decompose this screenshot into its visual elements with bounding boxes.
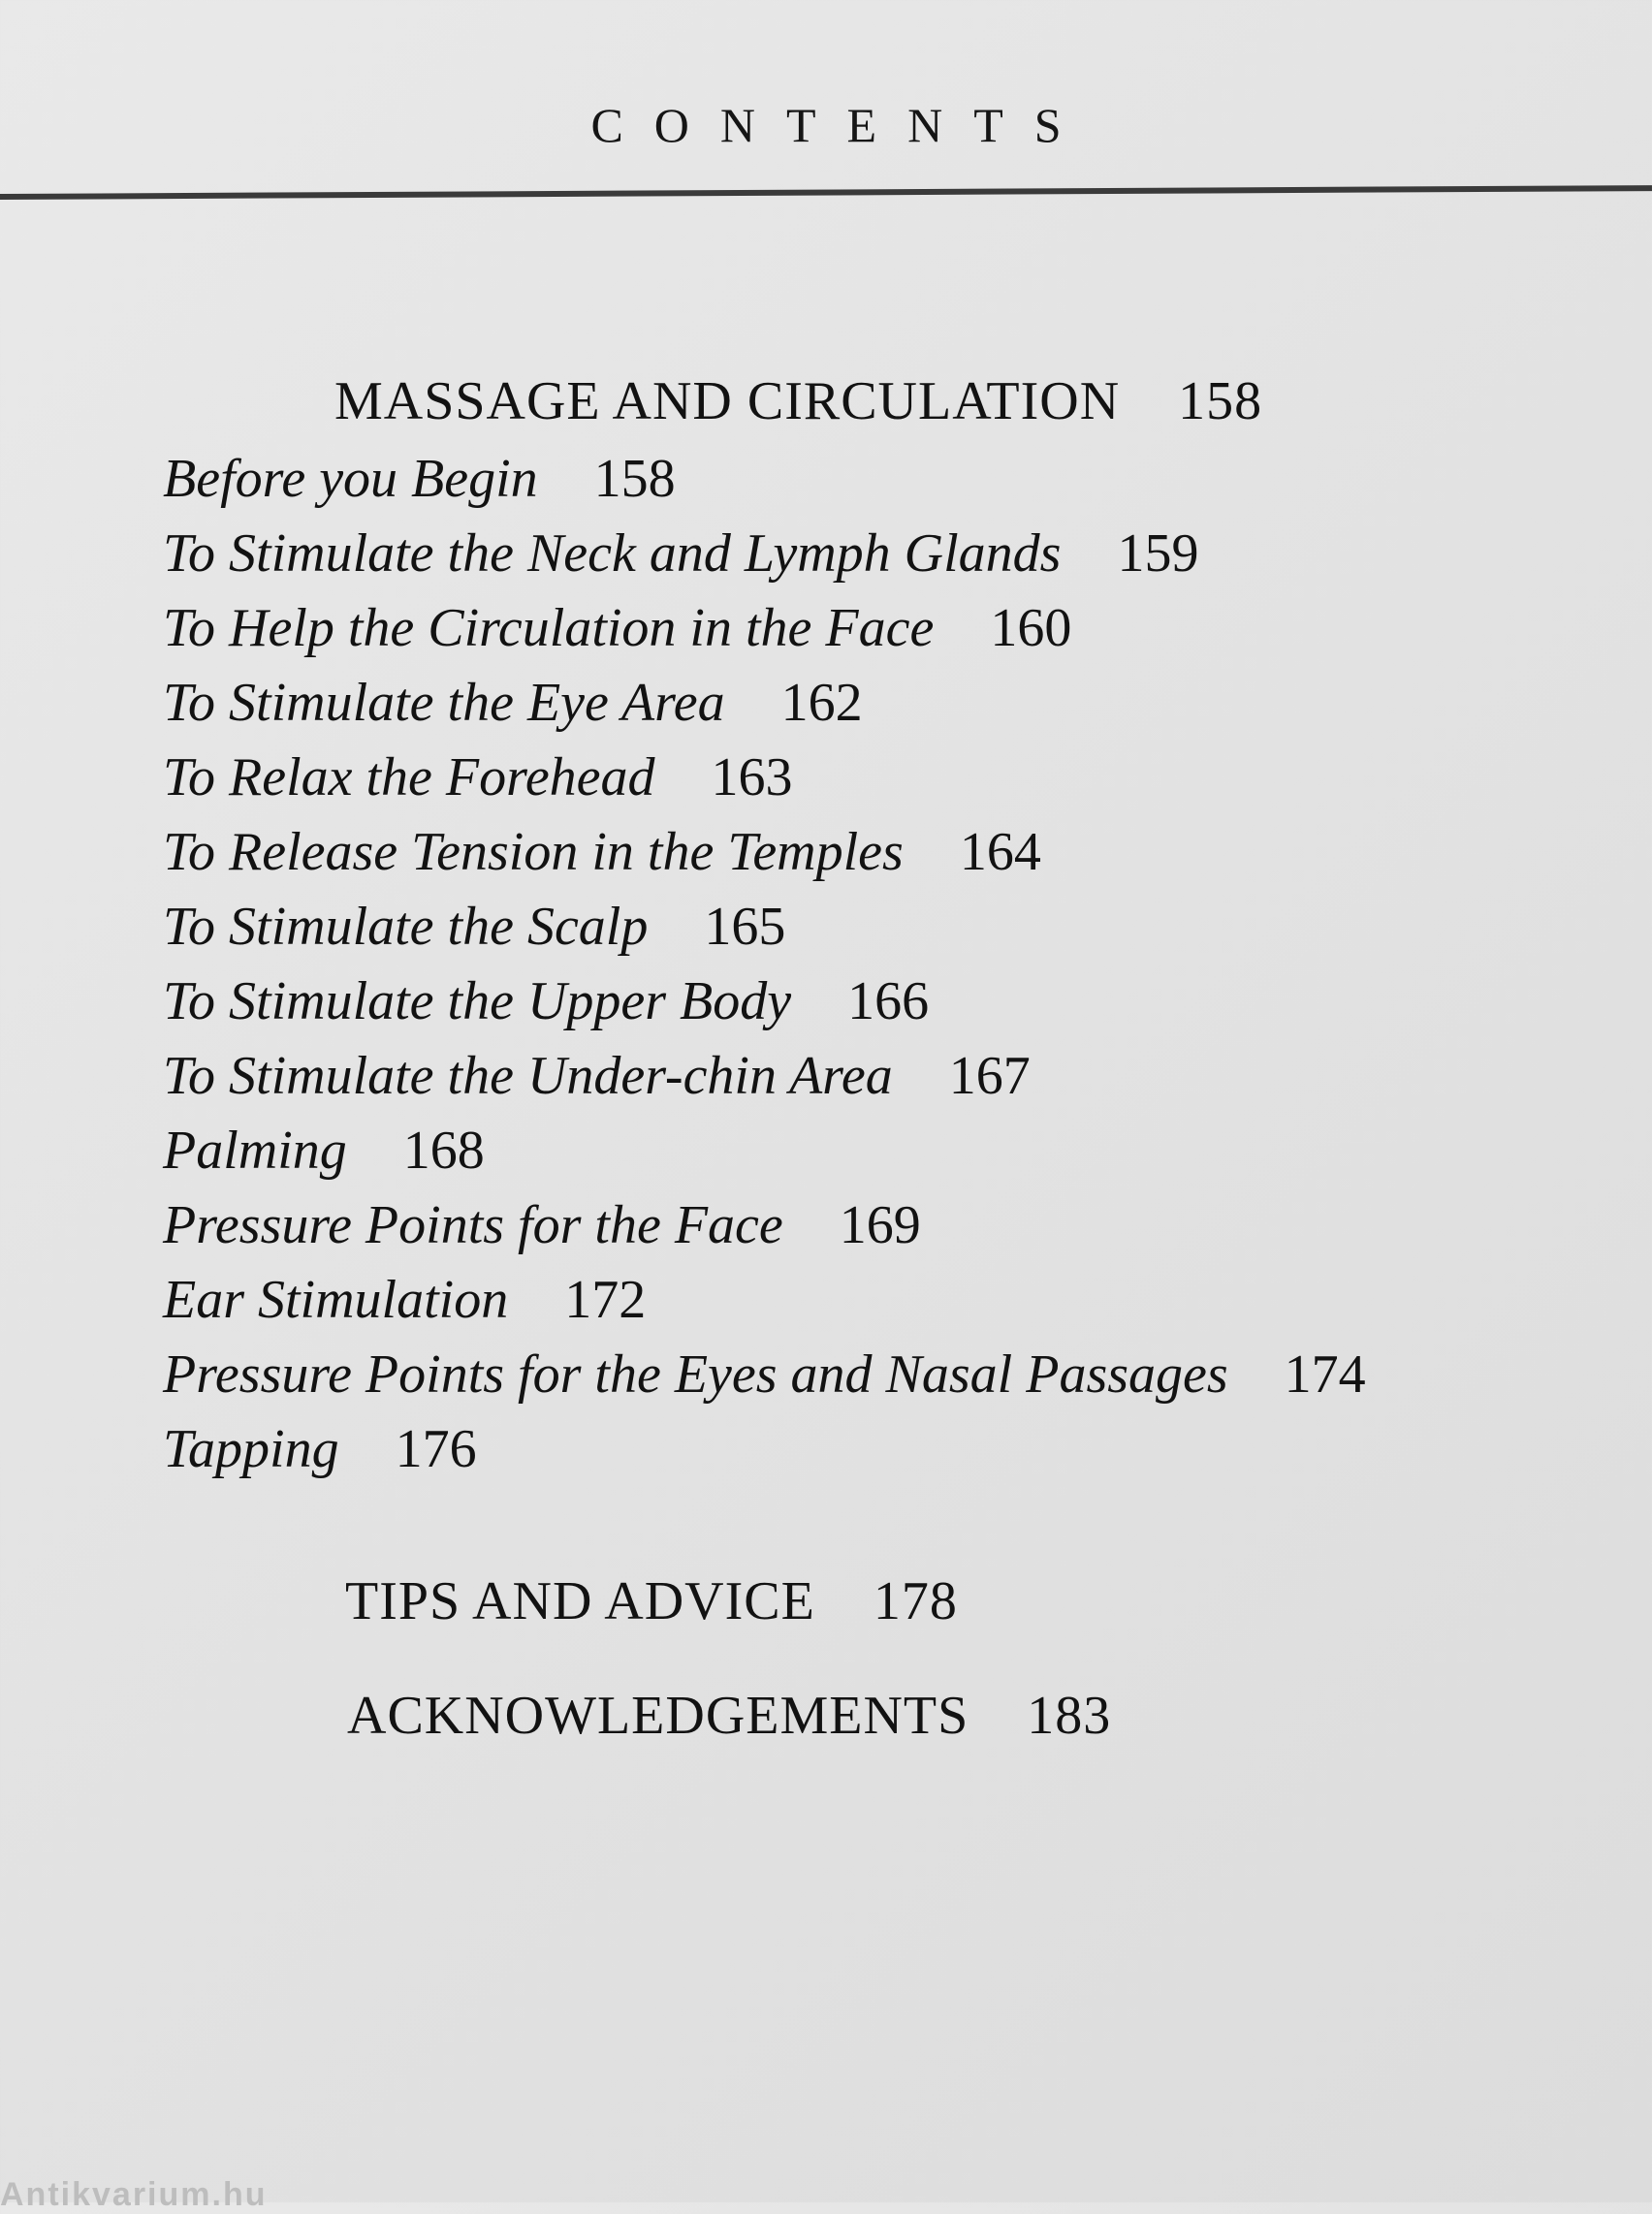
section-page-number: 183 xyxy=(1027,1686,1112,1746)
section-page-number: 158 xyxy=(1178,371,1263,431)
entry-page-number: 167 xyxy=(948,1046,1031,1106)
toc-entry[interactable] xyxy=(163,896,785,958)
entry-page-number: 162 xyxy=(780,673,863,733)
toc-entry[interactable] xyxy=(163,1120,485,1182)
entry-page-number: 174 xyxy=(1284,1344,1366,1405)
entry-page-number: 158 xyxy=(593,449,676,509)
entry-title: To Stimulate the Neck and Lymph Glands xyxy=(163,523,1062,584)
toc-entry[interactable] xyxy=(163,1269,646,1331)
entry-page-number: 168 xyxy=(402,1121,485,1181)
entry-page-number: 165 xyxy=(704,897,786,957)
entry-title: Before you Begin xyxy=(163,449,538,509)
section-page-number: 178 xyxy=(873,1571,958,1631)
entry-title: To Stimulate the Scalp xyxy=(163,897,649,957)
entry-page-number: 164 xyxy=(959,822,1041,882)
toc-section-massage[interactable] xyxy=(334,370,1262,432)
entry-page-number: 169 xyxy=(839,1195,921,1255)
section-title: MASSAGE AND CIRCULATION xyxy=(334,371,1121,431)
section-title: TIPS AND ADVICE xyxy=(345,1571,815,1631)
toc-entry[interactable] xyxy=(163,448,676,510)
running-head: CONTENTS xyxy=(590,98,1093,152)
toc-entry[interactable] xyxy=(163,1194,921,1256)
entry-title: Pressure Points for the Eyes and Nasal Passages xyxy=(163,1344,1228,1405)
entry-title: Pressure Points for the Face xyxy=(163,1195,783,1255)
entry-title: To Stimulate the Upper Body xyxy=(163,971,792,1031)
toc-entry[interactable] xyxy=(163,821,1041,883)
toc-section-acknowledgements[interactable] xyxy=(347,1685,1111,1747)
entry-page-number: 172 xyxy=(564,1270,647,1330)
entry-page-number: 176 xyxy=(395,1419,477,1479)
entry-title: To Release Tension in the Temples xyxy=(163,822,904,882)
toc-entry[interactable] xyxy=(163,672,863,734)
entry-title: To Stimulate the Eye Area xyxy=(163,673,725,733)
toc-entry[interactable] xyxy=(163,597,1071,659)
entry-title: To Relax the Forehead xyxy=(163,747,655,807)
toc-section-tips[interactable] xyxy=(345,1570,958,1632)
entry-title: Ear Stimulation xyxy=(163,1270,509,1330)
section-title: ACKNOWLEDGEMENTS xyxy=(347,1686,969,1746)
entry-title: To Help the Circulation in the Face xyxy=(163,598,935,658)
toc-entry[interactable] xyxy=(163,1045,1031,1107)
toc-entry[interactable] xyxy=(163,1418,477,1480)
entry-page-number: 160 xyxy=(990,598,1072,658)
toc-entry[interactable] xyxy=(163,970,929,1032)
entry-title: To Stimulate the Under-chin Area xyxy=(163,1046,893,1106)
entry-page-number: 159 xyxy=(1117,523,1199,584)
entry-title: Palming xyxy=(163,1121,347,1181)
toc-entry[interactable] xyxy=(163,522,1198,585)
entry-page-number: 166 xyxy=(847,971,930,1031)
header-rule xyxy=(0,185,1652,200)
toc-entry[interactable] xyxy=(163,1344,1366,1406)
entry-title: Tapping xyxy=(163,1419,339,1479)
watermark-text: Antikvarium.hu xyxy=(0,2176,268,2213)
toc-entry[interactable] xyxy=(163,746,793,808)
entry-page-number: 163 xyxy=(711,747,793,807)
